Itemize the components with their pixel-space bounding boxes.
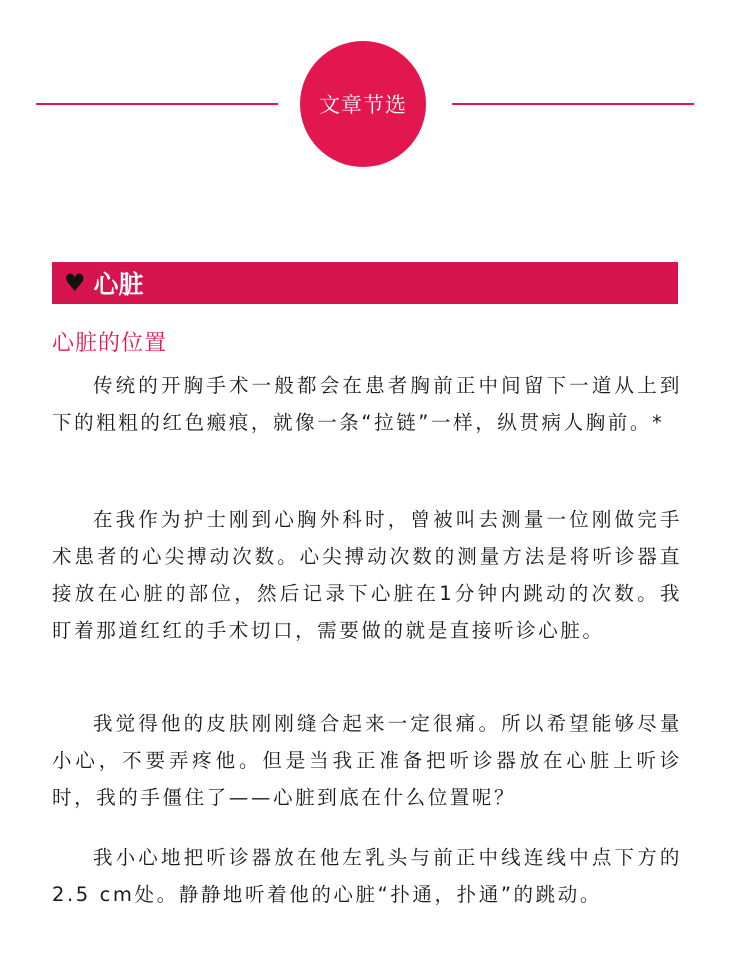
section-title: 心脏 xyxy=(93,270,144,299)
paragraph-1: 传统的开胸手术一般都会在患者胸前正中间留下一道从上到下的粗粗的红色瘢痕，就像一条“拉链”一样，纵贯病人胸前。* xyxy=(52,374,682,434)
header-rule-right xyxy=(452,103,694,105)
paragraph-4: 我小心地把听诊器放在他左乳头与前正中线连线中点下方的2.5 cm处。静静地听着他的心脏“扑通，扑通”的跳动。 xyxy=(52,846,682,906)
section-title-bar xyxy=(52,262,678,304)
paragraph-3: 我觉得他的皮肤刚刚缝合起来一定很痛。所以希望能够尽量小心，不要弄疼他。但是当我正准备把听诊器放在心脏上听诊时，我的手僵住了——心脏到底在什么位置呢？ xyxy=(52,712,682,809)
header-badge xyxy=(300,41,426,167)
paragraph-2: 在我作为护士刚到心胸外科时，曾被叫去测量一位刚做完手术患者的心尖搏动次数。心尖搏动次数的测量方法是将听诊器直接放在心脏的部位，然后记录下心脏在1分钟内跳动的次数。我盯着那道红红的手术切口，需要做的就是直接听诊心脏。 xyxy=(52,508,682,642)
heart-icon: ♥ xyxy=(64,269,86,297)
subsection-title: 心脏的位置 xyxy=(52,331,168,356)
header-rule-left xyxy=(36,103,278,105)
header-badge-label: 文章节选 xyxy=(319,93,407,117)
